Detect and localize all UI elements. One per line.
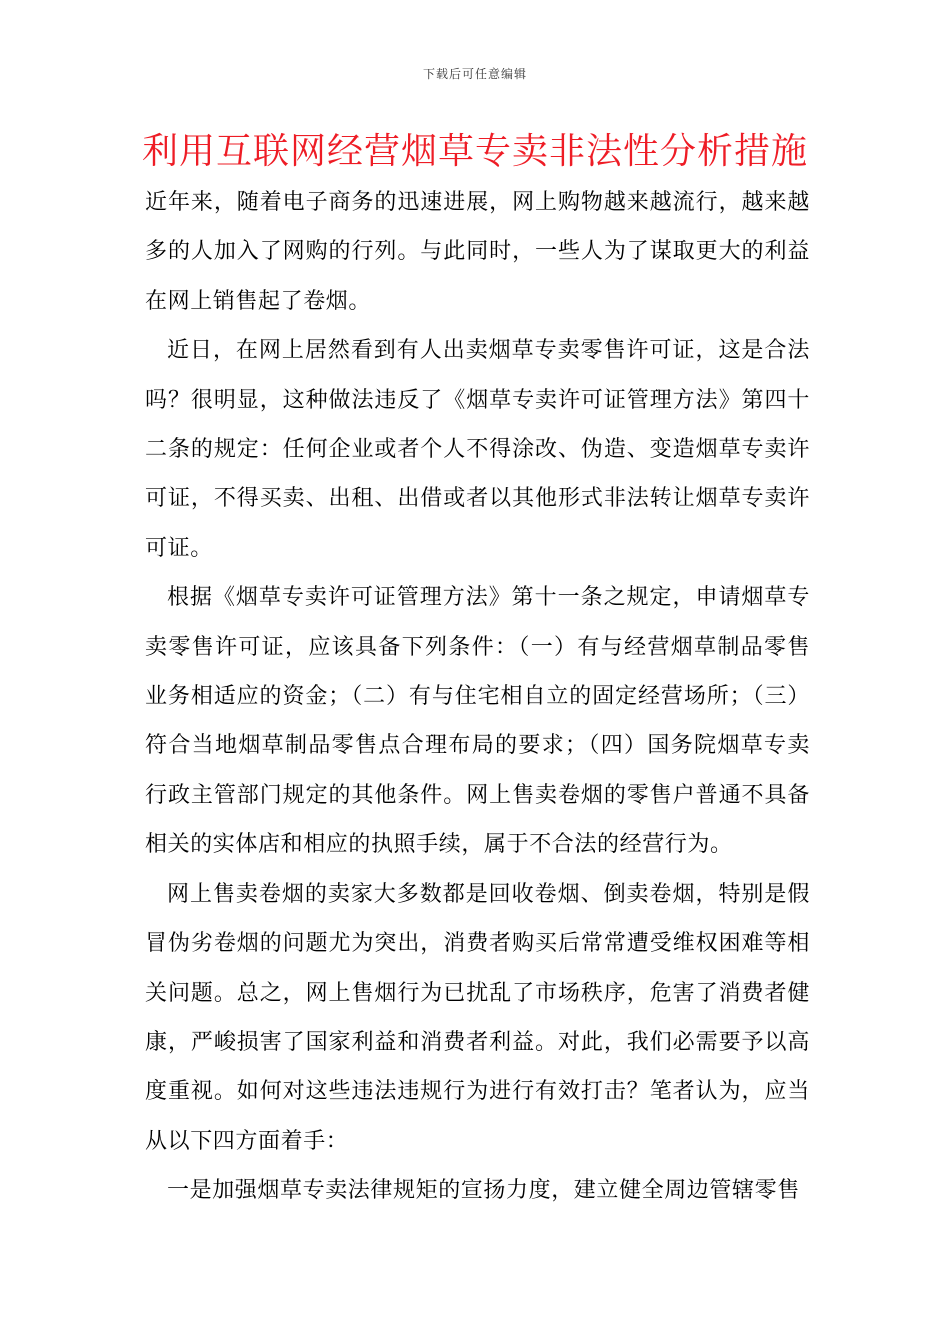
paragraph-measure-one: 一是加强烟草专卖法律规矩的宣扬力度，建立健全周边管辖零售: [167, 1178, 800, 1204]
header-note: 下载后可任意编辑: [422, 67, 527, 81]
document-body: [145, 178, 810, 1216]
paragraph-online-sellers: 网上售卖卷烟的卖家大多数都是回收卷烟、倒卖卷烟，特别是假冒伪劣卷烟的问题尤为突出，消费者购买后常常遭受维权困难等相关问题。总之，网上售烟行为已扰乱了市场秩序，危害了消费者健康，严峻损害了国家利益和消费者利益。对此，我们必需要予以高度重视。如何对这些违法违规行为进行有效打击？笔者认为，应当从以下四方面着手：: [145, 881, 810, 1154]
paragraph-license-conditions: 根据《烟草专卖许可证管理方法》第十一条之规定，申请烟草专卖零售许可证，应该具备下列条件：（一）有与经营烟草制品零售业务相适应的资金；（二）有与住宅相自立的固定经营场所；（三）符合当地烟草制品零售点合理布局的要求；（四）国务院烟草专卖行政主管部门规定的其他条件。网上售卖卷烟的零售户普通不具备相关的实体店和相应的执照手续，属于不合法的经营行为。: [145, 585, 810, 858]
paragraph-license-sale: 近日，在网上居然看到有人出卖烟草专卖零售许可证，这是合法吗？很明显，这种做法违反了《烟草专卖许可证管理方法》第四十二条的规定：任何企业或者个人不得涂改、伪造、变造烟草专卖许可证，不得买卖、出租、出借或者以其他形式非法转让烟草专卖许可证。: [145, 338, 810, 561]
paragraph-intro: 近年来，随着电子商务的迅速进展，网上购物越来越流行，越来越多的人加入了网购的行列。与此同时，一些人为了谋取更大的利益在网上销售起了卷烟。: [145, 190, 810, 314]
document-title: 利用互联网经营烟草专卖非法性分析措施: [141, 131, 808, 172]
